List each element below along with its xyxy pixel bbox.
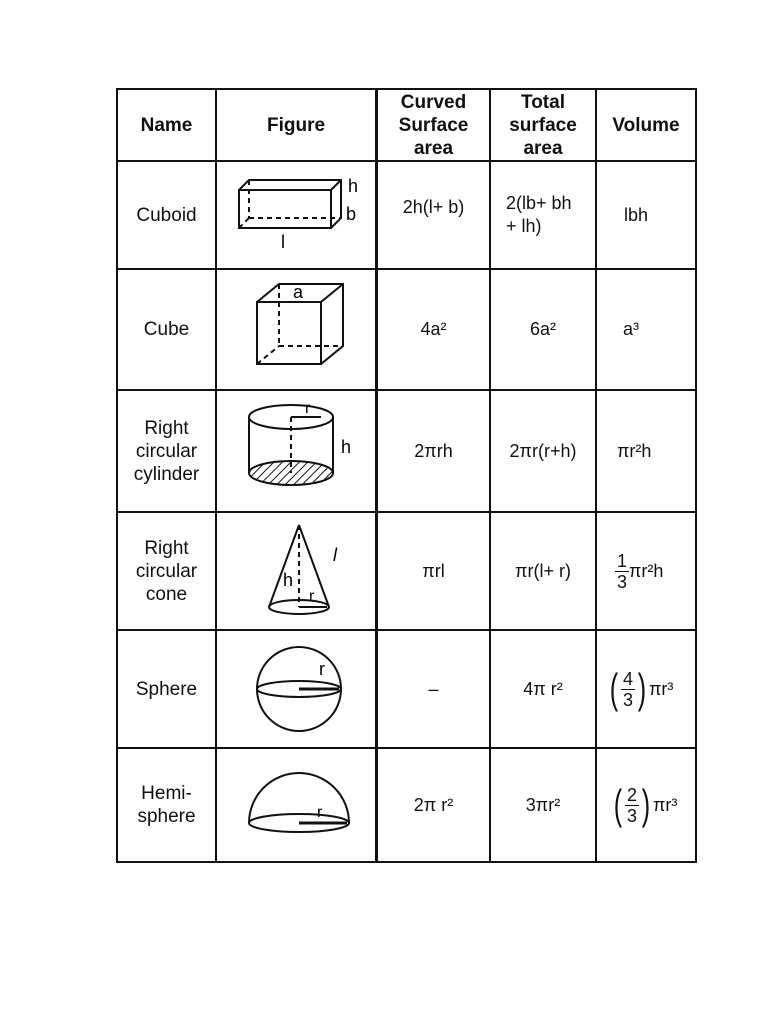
header-curved-line: area [413,137,454,159]
hemisphere-label-r: r [317,804,323,821]
formula-text: 2π r² [413,794,454,815]
left-paren: ( [609,665,619,712]
header-volume-text: Volume [612,114,680,136]
row-hemisphere-name [118,749,215,861]
formula-text: πr³ [653,794,678,815]
sphere-volume [597,631,695,747]
formula-text: πr²h [629,560,664,581]
hemisphere-total-area [491,749,595,861]
header-total-line: Total [521,91,565,113]
shape-name-line: circular [135,440,198,462]
header-total-line: surface [509,114,577,136]
formula-text: 2h(l+ b) [402,197,465,217]
header-total-line: area [523,137,563,159]
cube-icon [217,270,375,389]
shape-name: Sphere [135,678,198,700]
shape-name-line: circular [135,560,198,582]
formula-text: πr²h [617,440,652,461]
hemisphere-curved-area [378,749,489,861]
shape-name: Cube [143,319,190,340]
sphere-total-area [491,631,595,747]
cylinder-volume [597,391,695,511]
cylinder-icon [217,391,375,511]
formula-text: 2πr(r+h) [509,440,577,461]
fraction [615,551,629,592]
cuboid-total-area [491,162,595,268]
row-cylinder-name [118,391,215,511]
header-name-text: Name [140,114,193,136]
formula-text: πr(l+ r) [515,560,571,581]
fraction-numerator: 1 [617,550,628,571]
cuboid-icon [217,162,375,268]
cuboid-label-h: h [348,176,359,196]
cone-label-h: h [283,570,294,590]
cuboid-volume [597,162,695,268]
formula-text: 6a² [529,319,556,339]
fraction-denominator: 3 [627,805,638,826]
table-border-bottom [116,861,697,863]
cube-figure [217,270,375,389]
row-cuboid-name [118,162,215,268]
formula-text: – [428,678,439,699]
row-cone-name [118,513,215,629]
fraction-numerator: 4 [623,668,634,689]
hemisphere-figure [217,749,375,861]
cuboid-figure [217,162,375,268]
cuboid-curved-area [378,162,489,268]
shape-name-line: Right [144,537,189,559]
fraction [625,785,639,826]
right-paren: ) [637,665,647,712]
shape-name: Cuboid [136,204,197,226]
sphere-figure [217,631,375,747]
formula-text: + lh) [506,216,542,236]
shape-name-line: sphere [137,806,196,827]
cube-label-a: a [293,282,304,302]
cylinder-curved-area [378,391,489,511]
sphere-label-r: r [319,659,325,679]
shape-name-line: cone [145,583,188,605]
formula-text: 2(lb+ bh [506,193,572,213]
cuboid-label-l: l [281,232,285,252]
cone-label-r: r [309,588,315,605]
sphere-curved-area [378,631,489,747]
header-total-surface-area [491,90,595,160]
formula-text: 4a² [420,319,447,339]
left-paren: ( [613,781,623,828]
header-figure [217,90,375,160]
shape-name-line: Hemi- [141,783,192,804]
header-figure-text: Figure [266,114,326,136]
fraction-denominator: 3 [623,689,634,710]
cone-volume [597,513,695,629]
fraction [621,669,635,710]
cylinder-total-area [491,391,595,511]
cuboid-label-b: b [346,204,357,224]
cone-total-area [491,513,595,629]
header-name [118,90,215,160]
formula-text: 3πr² [525,794,561,815]
formula-text: a³ [623,319,640,339]
shape-name-line: Right [144,417,189,439]
cone-icon [217,513,375,629]
header-volume [597,90,695,160]
sphere-icon [217,631,375,747]
cylinder-label-r: r [305,400,311,417]
cone-label-l: l [333,545,337,565]
formula-text: lbh [624,204,649,225]
formula-text: πr³ [649,678,674,699]
hemisphere-icon [217,749,375,861]
cone-curved-area [378,513,489,629]
header-curved-surface-area [378,90,489,160]
fraction-denominator: 3 [617,571,628,592]
formula-text: 2πrh [414,440,453,461]
row-cube-name [118,270,215,389]
header-curved-line: Curved [400,91,467,113]
cube-total-area [491,270,595,389]
cube-curved-area [378,270,489,389]
cube-volume [597,270,695,389]
cylinder-label-h: h [341,437,352,457]
header-curved-line: Surface [398,114,469,136]
cylinder-figure [217,391,375,511]
hemisphere-volume [597,749,695,861]
row-sphere-name [118,631,215,747]
formula-table [116,88,697,863]
formula-text: πrl [422,560,445,581]
shape-name-line: cylinder [133,463,200,485]
formula-text: 4π r² [523,678,563,699]
fraction-numerator: 2 [627,784,638,805]
right-paren: ) [641,781,651,828]
cone-figure [217,513,375,629]
